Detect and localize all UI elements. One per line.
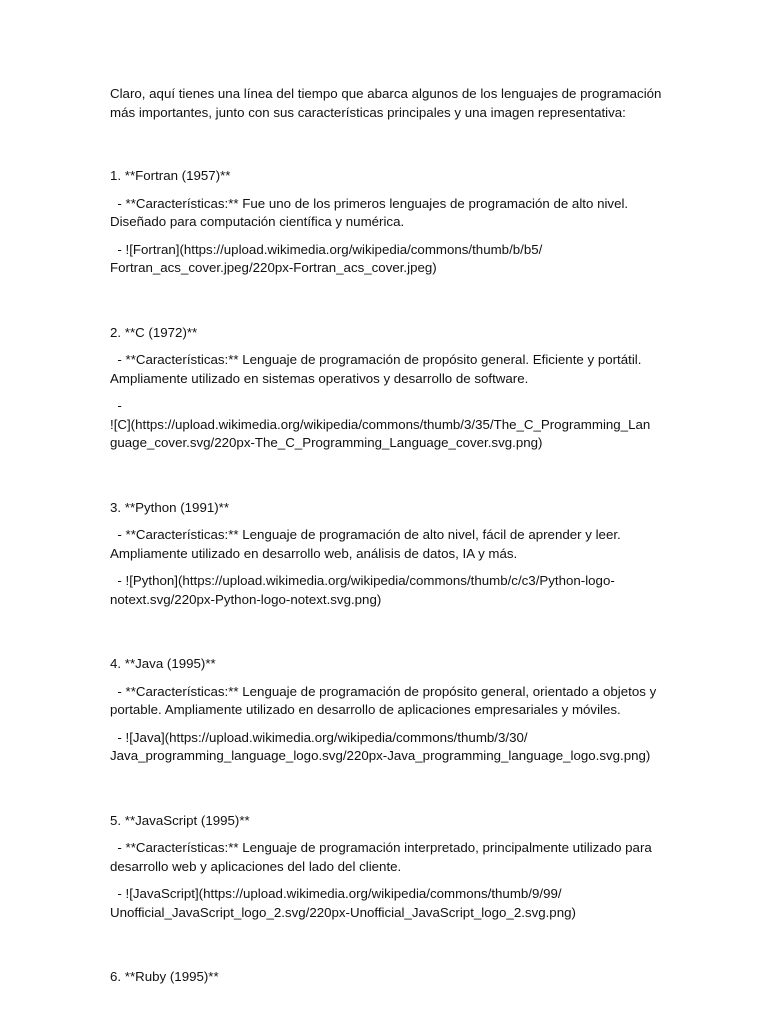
section-heading-ruby: 6. **Ruby (1995)** [110,969,219,984]
section-heading-c: 2. **C (1972)** [110,324,198,340]
section-features-javascript: - **Características:** Lenguaje de programación interpretado, principalmente utilizado para desarrollo web y aplicaciones del lado del cliente. [110,840,656,874]
section-heading-python: 3. **Python (1991)** [110,499,230,515]
document-body [110,85,666,996]
intro-paragraph: Claro, aquí tienes una línea del tiempo que abarca algunos de los lenguajes de programación más importantes, junto con sus características principales y una imagen representativa: [110,86,666,120]
section-image-link-fortran: - ![Fortran](https://upload.wikimedia.org/wikipedia/commons/thumb/b/b5/ Fortran_acs_cover.jpeg/220px-Fortran_acs_cover.jpeg) [110,241,543,275]
section-heading-java: 4. **Java (1995)** [110,656,216,671]
section-image-link-python: - ![Python](https://upload.wikimedia.org/wikipedia/commons/thumb/c/c3/Python-logo- notext.svg/220px-Python-logo-notext.svg.png) [110,573,615,607]
section-image-link-c: - ![C](https://upload.wikimedia.org/wikipedia/commons/thumb/3/35/The_C_Programming_Lan guage_cover.svg/220px-The_C_Programming_Language_cover.svg.png) [110,398,651,450]
section-features-python: - **Características:** Lenguaje de programación de alto nivel, fácil de aprender y leer. Ampliamente utilizado en desarrollo web, análisis de datos, IA y más. [110,527,624,561]
section-features-java: - **Características:** Lenguaje de programación de propósito general, orientado a objetos y portable. Ampliamente utilizado en desarrollo de aplicaciones empresariales y móviles. [110,683,660,717]
section-image-link-javascript: - ![JavaScript](https://upload.wikimedia.org/wikipedia/commons/thumb/9/99/ Unofficial_JavaScript_logo_2.svg/220px-Unofficial_JavaScript_logo_2.svg.png) [110,886,576,920]
section-features-c: - **Características:** Lenguaje de programación de propósito general. Eficiente y portátil. Ampliamente utilizado en sistemas operativos y desarrollo de software. [110,352,645,386]
section-heading-fortran: 1. **Fortran (1957)** [110,168,231,183]
section-features-fortran: - **Características:** Fue uno de los primeros lenguajes de programación de alto nivel. Diseñado para computación científica y numérica. [110,195,632,229]
section-heading-javascript: 5. **JavaScript (1995)** [110,812,250,828]
section-image-link-java: - ![Java](https://upload.wikimedia.org/wikipedia/commons/thumb/3/30/ Java_programming_language_logo.svg/220px-Java_programming_language_logo.svg.png) [110,729,651,763]
